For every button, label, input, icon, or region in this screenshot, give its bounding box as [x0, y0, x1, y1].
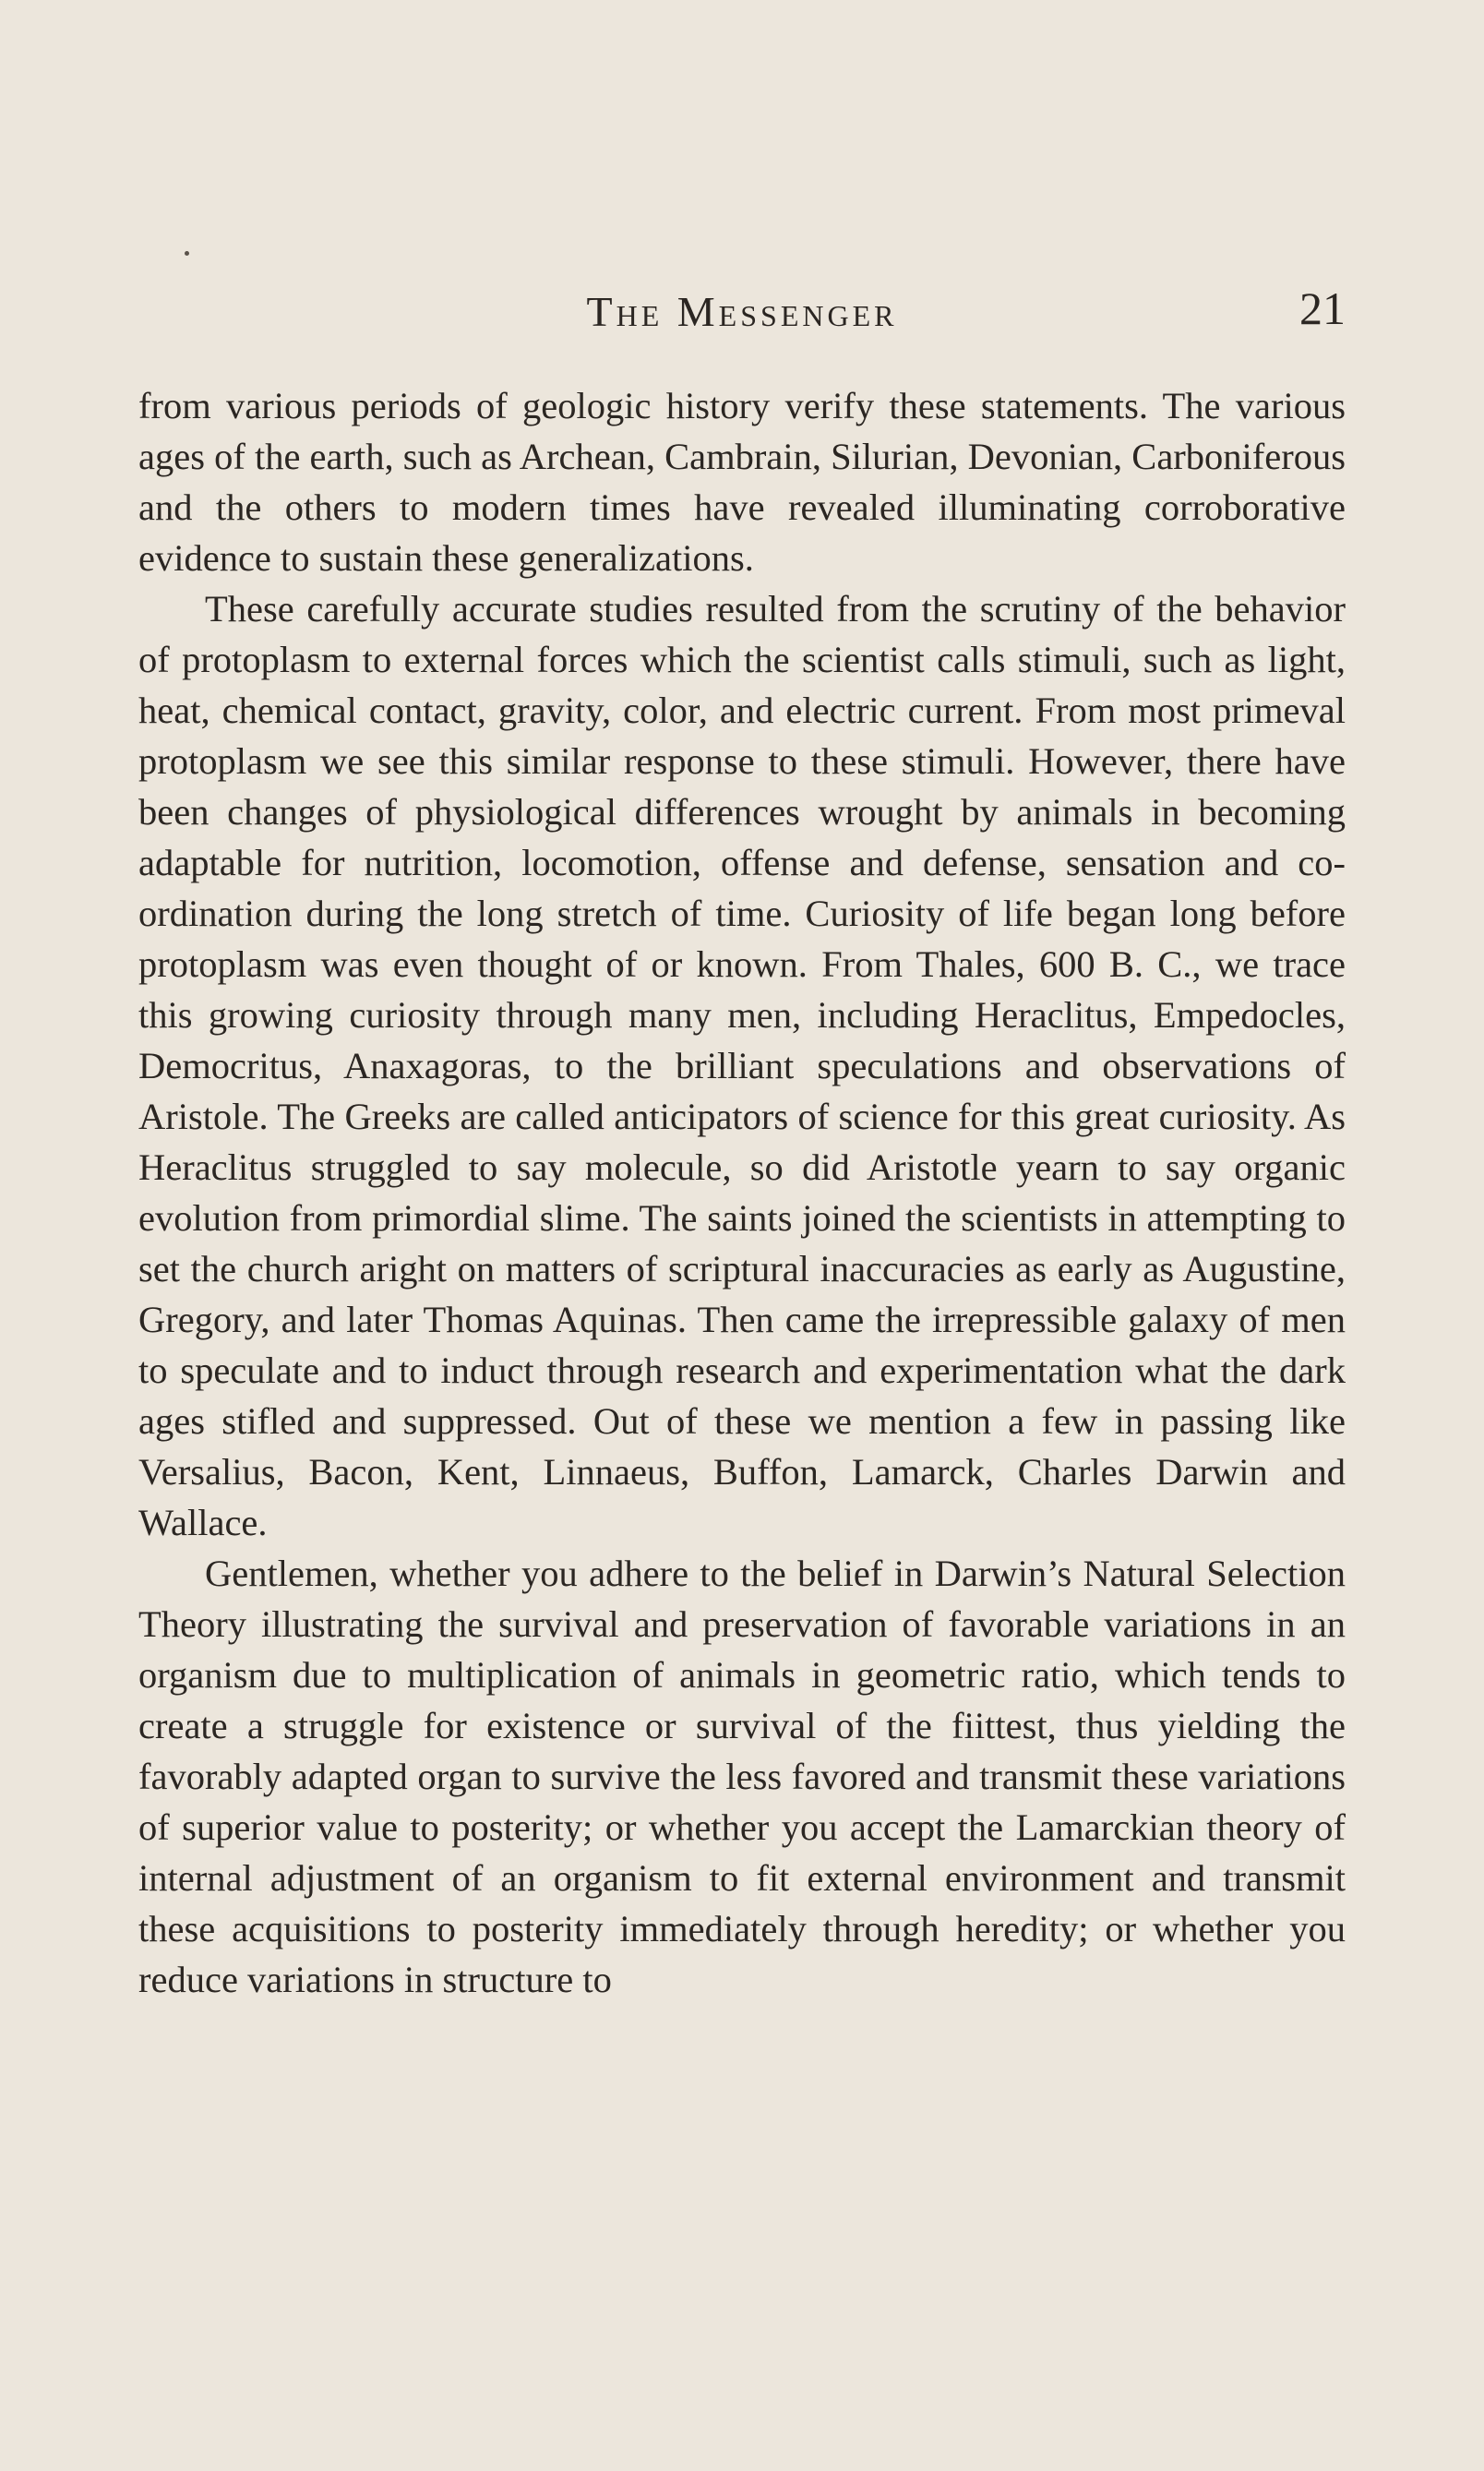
- body-text: [138, 380, 1346, 2005]
- page-number: 21: [1299, 282, 1346, 334]
- page-speck: [185, 251, 189, 256]
- paragraph-continuation: from various periods of geologic history verify these statements. The various ages of the earth, such as Archean, Cambrain, Silurian, Devonian, Carboniferous and the others to modern times have revealed illuminating corroborative evidence to sustain these generalizations.: [138, 385, 1346, 579]
- paragraph-gentlemen: Gentlemen, whether you adhere to the belief in Darwin’s Natural Selection Theory illustrating the survival and preservation of favorable variations in an organism due to multiplication of animals in geometric ratio, which tends to create a struggle for existence or survival of the fiittest, thus yielding the favorably adapted organ to survive the less favored and transmit these variations of superior value to posterity; or whether you accept the Lamarckian theory of internal adjustment of an organism to fit external environment and transmit these acquisitions to posterity immediately through heredity; or whether you reduce variations in structure to: [138, 1553, 1346, 2000]
- running-head: [138, 277, 1346, 351]
- running-title: The Messenger: [586, 288, 898, 335]
- paragraph-protoplasm-studies: These carefully accurate studies resulted from the scrutiny of the behavior of protoplasm to external forces which the scientist calls stimuli, such as light, heat, chemical contact, gravity, color, and electric current. From most primeval protoplasm we see this similar response to these stimuli. However, there have been changes of physiological differences wrought by animals in becoming adaptable for nutrition, locomotion, offense and defense, sensation and co-ordination during the long stretch of time. Curiosity of life began long before protoplasm was even thought of or known. From Thales, 600 B. C., we trace this growing curiosity through many men, including Heraclitus, Empedocles, Democritus, Anaxagoras, to the brilliant speculations and observations of Aristole. The Greeks are called anticipators of science for this great curiosity. As Heraclitus struggled to say molecule, so did Aristotle yearn to say organic evolution from primordial slime. The saints joined the scientists in attempting to set the church aright on matters of scriptural inaccuracies as early as Augustine, Gregory, and later Thomas Aquinas. Then came the irrepressible galaxy of men to speculate and to induct through research and experimentation what the dark ages stifled and suppressed. Out of these we mention a few in passing like Versalius, Bacon, Kent, Linnaeus, Buffon, Lamarck, Charles Darwin and Wallace.: [138, 588, 1346, 1543]
